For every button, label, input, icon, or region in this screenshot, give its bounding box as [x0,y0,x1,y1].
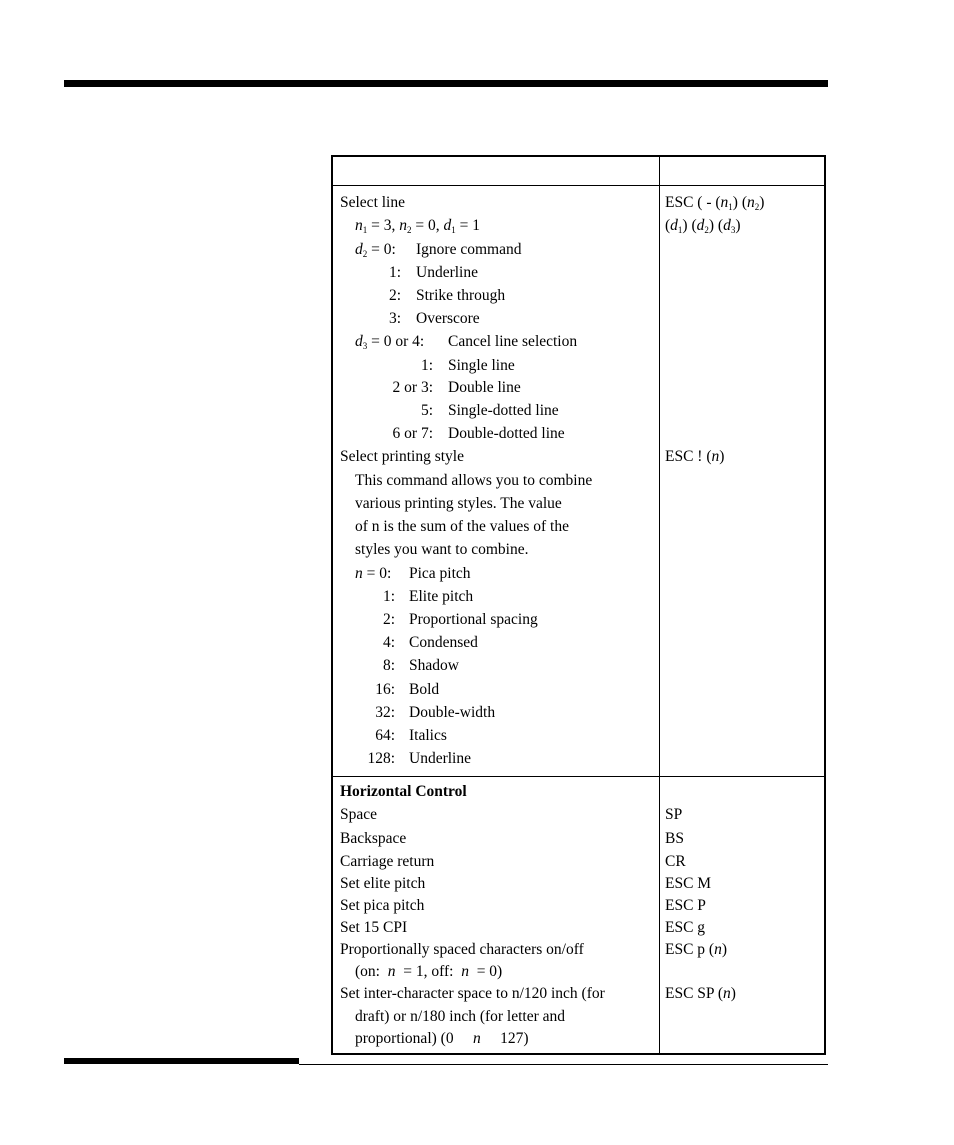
header-row-divider [333,185,824,186]
function-cell: Space [340,806,378,823]
d2-option-value: 1: [389,264,402,281]
function-cell: Set pica pitch [340,897,425,914]
style-option-value: 32: [375,704,395,721]
command-cell: ESC SP (n) [665,985,736,1002]
d2-option-label: Ignore command [416,241,522,258]
style-option-label: Italics [409,727,447,744]
style-n-label: n = 0: [355,565,392,582]
footer-rule-thin [299,1064,828,1065]
printing-style-title: Select printing style [340,448,464,465]
d3-option-value: 1: [420,357,433,374]
d3-option-label: Double line [448,379,521,396]
style-option-value: 16: [375,681,395,698]
horizontal-control-heading: Horizontal Control [340,783,467,800]
command-table [331,155,826,1055]
function-note: (on: n = 1, off: n = 0) [355,963,503,980]
select-line-title: Select line [340,194,405,211]
d2-option-label: Overscore [416,310,480,327]
style-option-value: 8: [382,657,395,674]
select-line-command-1: ESC ( - $(n_1)$ $(n_2)$ [665,194,765,212]
d2-option-label: Strike through [416,287,506,304]
function-cell: Set 15 CPI [340,919,408,936]
d3-label: $d_3 = 0$ or 4: [355,333,425,351]
command-cell: ESC P [665,897,706,914]
function-cell: Set inter-character space to n/120 inch (for [340,985,605,1002]
command-cell: ESC g [665,919,706,936]
function-cell: proportional) (0 n 127) [355,1030,529,1047]
function-cell: draft) or n/180 inch (for letter and [355,1008,566,1025]
function-cell: Proportionally spaced characters on/off [340,941,584,958]
footer-rule-thick [64,1058,299,1064]
style-option-value: 1: [382,588,395,605]
column-divider [659,157,660,1053]
d3-option-label: Double-dotted line [448,425,565,442]
select-line-params: $n_1 = 3$, $n_2 = 0$, $d_1 = 1$ [355,217,480,235]
style-option-label: Double-width [409,704,496,721]
printing-style-description: of n is the sum of the values of the [355,518,569,535]
command-cell: BS [665,830,684,847]
style-option-value: 2: [382,611,395,628]
style-option-value: 64: [375,727,395,744]
style-option-value: 4: [382,634,395,651]
d2-option-label: Underline [416,264,478,281]
command-cell: SP [665,806,683,823]
section-divider [333,776,824,777]
d3-option-value: 6 or 7: [392,425,433,442]
d2-label: $d_2 = 0$: [355,241,396,259]
command-cell: CR [665,853,686,870]
command-cell: ESC p (n) [665,941,728,958]
printing-style-description: various printing styles. The value [355,495,562,512]
printing-style-description: This command allows you to combine [355,472,593,489]
style-option-label: Elite pitch [409,588,474,605]
style-option-label: Pica pitch [409,565,471,582]
header-rule [64,80,828,87]
command-cell: ESC M [665,875,712,892]
d2-option-value: 3: [389,310,402,327]
function-cell: Set elite pitch [340,875,426,892]
d3-option-value: 5: [420,402,433,419]
style-option-label: Proportional spacing [409,611,538,628]
select-line-command-2: $(d_1)$ $(d_2)$ $(d_3)$ [665,217,741,235]
style-option-label: Condensed [409,634,478,651]
function-cell: Backspace [340,830,407,847]
d3-option-label: Cancel line selection [448,333,578,350]
d3-option-label: Single-dotted line [448,402,559,419]
d3-option-value: 2 or 3: [392,379,433,396]
printing-style-command: ESC ! (n) [665,448,725,465]
d3-option-label: Single line [448,357,515,374]
printing-style-description: styles you want to combine. [355,541,529,558]
style-option-value: 128: [367,750,395,767]
style-option-label: Shadow [409,657,459,674]
d2-option-value: 2: [389,287,402,304]
style-option-label: Bold [409,681,440,698]
function-cell: Carriage return [340,853,435,870]
style-option-label: Underline [409,750,471,767]
